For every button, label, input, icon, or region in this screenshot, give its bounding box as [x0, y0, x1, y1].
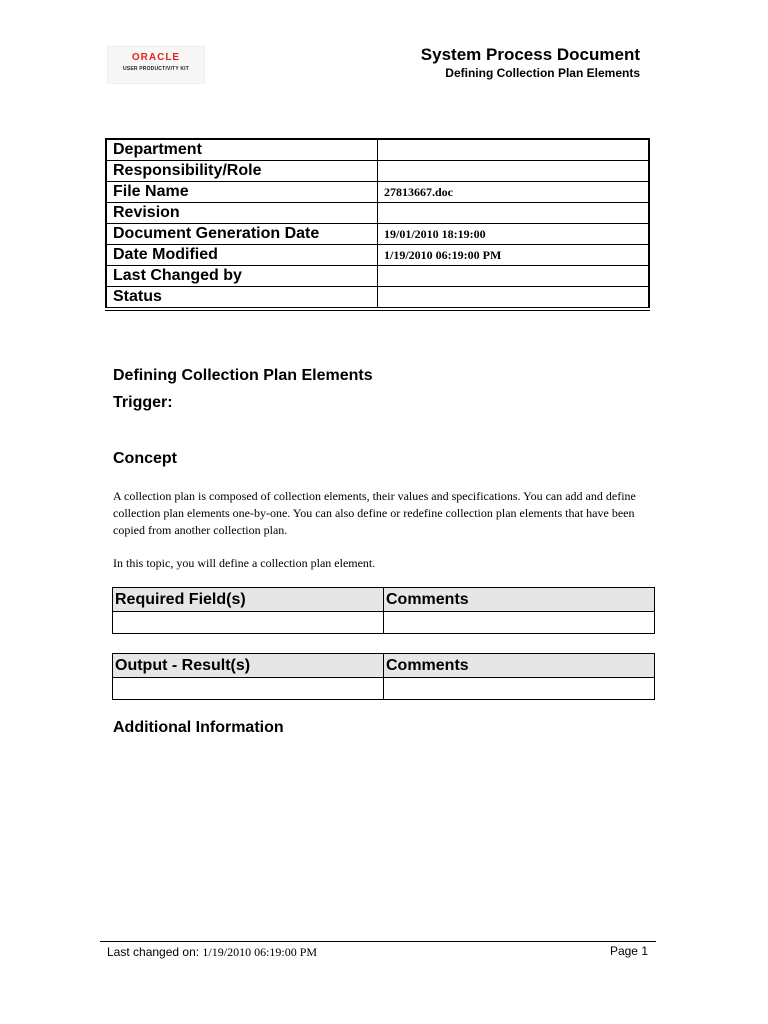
- logo-brand: ORACLE: [131, 52, 181, 63]
- table-row: [106, 266, 649, 287]
- meta-label-date-modified: Date Modified: [106, 245, 378, 266]
- meta-value-status: [378, 287, 650, 310]
- meta-label-generation-date: Document Generation Date: [106, 224, 378, 245]
- oracle-upk-logo: [107, 46, 205, 84]
- meta-label-status: Status: [106, 287, 378, 310]
- column-header-output-results: Output - Result(s): [113, 654, 384, 678]
- document-header: [421, 45, 640, 81]
- table-row: [106, 182, 649, 203]
- logo-subtitle: USER PRODUCTIVITY KIT: [122, 66, 190, 72]
- additional-information-heading: Additional Information: [113, 719, 284, 736]
- output-results-table: [112, 653, 655, 700]
- table-row: [113, 678, 655, 700]
- meta-value-file-name: 27813667.doc: [378, 182, 650, 203]
- table-row: [106, 245, 649, 266]
- footer-divider: [100, 941, 656, 942]
- footer-last-changed-label: Last changed on:: [107, 945, 200, 959]
- table-cell: [384, 612, 655, 634]
- meta-value-generation-date: 19/01/2010 18:19:00: [378, 224, 650, 245]
- page-number: Page 1: [609, 944, 648, 958]
- footer-last-changed-date: 1/19/2010 06:19:00 PM: [202, 945, 318, 959]
- table-row: [106, 287, 649, 310]
- table-cell: [384, 678, 655, 700]
- meta-label-revision: Revision: [106, 203, 378, 224]
- required-fields-table: [112, 587, 655, 634]
- concept-heading: Concept: [113, 450, 177, 467]
- column-header-required-fields: Required Field(s): [113, 588, 384, 612]
- table-cell: [113, 612, 384, 634]
- meta-label-last-changed-by: Last Changed by: [106, 266, 378, 287]
- table-header-row: [113, 654, 655, 678]
- meta-label-responsibility: Responsibility/Role: [106, 161, 378, 182]
- document-subtitle: Defining Collection Plan Elements: [445, 66, 640, 80]
- concept-topic-paragraph: In this topic, you will define a collection plan element.: [113, 556, 376, 570]
- table-row: [106, 224, 649, 245]
- table-header-row: [113, 588, 655, 612]
- table-row: [106, 139, 649, 161]
- document-metadata-table: [105, 138, 650, 311]
- table-row: [106, 203, 649, 224]
- footer-last-changed: [107, 944, 317, 960]
- main-section-title: Defining Collection Plan Elements: [113, 367, 373, 384]
- meta-value-department: [378, 139, 650, 161]
- meta-value-responsibility: [378, 161, 650, 182]
- trigger-heading: Trigger:: [113, 394, 173, 411]
- concept-paragraph: A collection plan is composed of collection elements, their values and specifications. You can add and define collection plan elements one-by-one. You can also define or redefine collection plan elements that have been copied from another collection plan.: [113, 489, 636, 537]
- meta-value-revision: [378, 203, 650, 224]
- document-title: System Process Document: [420, 45, 640, 64]
- table-row: [106, 161, 649, 182]
- column-header-comments: Comments: [384, 588, 655, 612]
- meta-label-file-name: File Name: [106, 182, 378, 203]
- column-header-comments: Comments: [384, 654, 655, 678]
- table-cell: [113, 678, 384, 700]
- meta-value-last-changed-by: [378, 266, 650, 287]
- table-row: [113, 612, 655, 634]
- meta-value-date-modified: 1/19/2010 06:19:00 PM: [378, 245, 650, 266]
- meta-label-department: Department: [106, 139, 378, 161]
